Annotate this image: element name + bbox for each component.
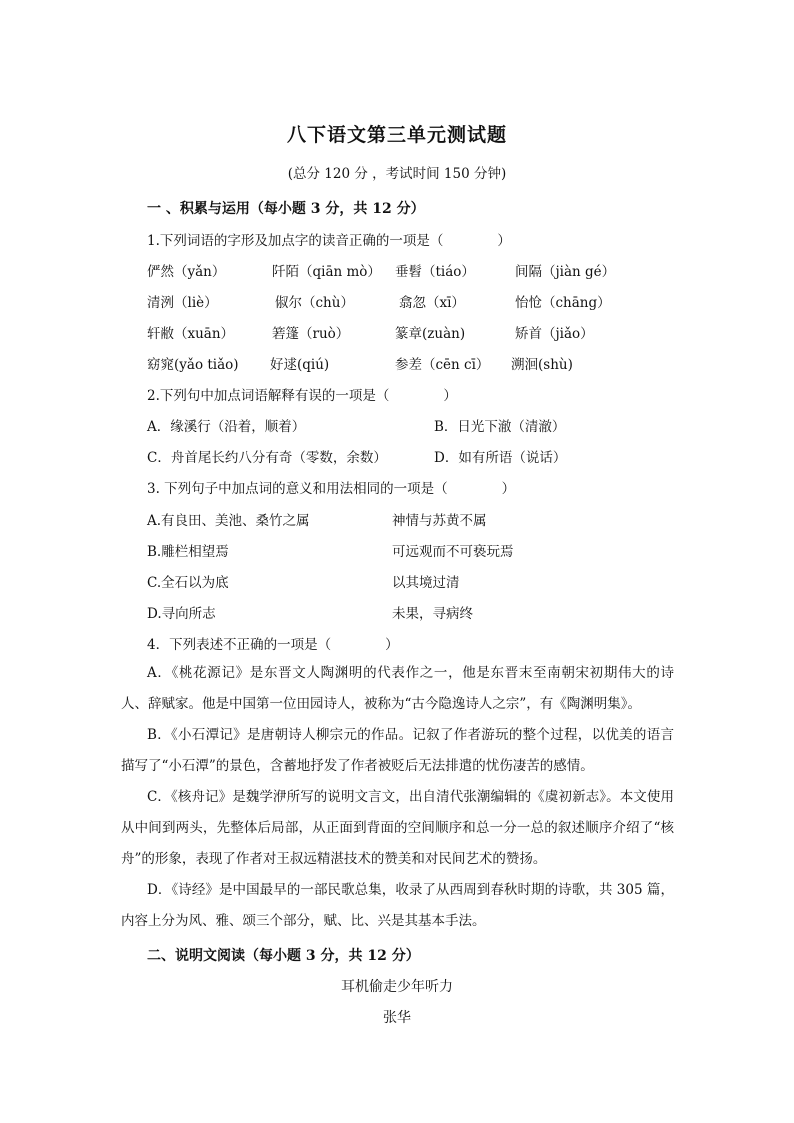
q1-item: 间隔（jiàn gé） bbox=[515, 264, 616, 280]
page-title: 八下语文第三单元测试题 bbox=[286, 124, 507, 146]
q1-item: 溯洄(shù) bbox=[511, 357, 573, 373]
q1-item: 好逑(qiú) bbox=[270, 357, 330, 373]
article-author: 张华 bbox=[383, 1010, 411, 1026]
section-heading-1: 一 、积累与运用（每小题 3 分，共 12 分） bbox=[147, 201, 425, 217]
q3-option-left: D.寻向所志 bbox=[147, 606, 216, 622]
q2-option-a: A．缘溪行（沿着，顺着） bbox=[147, 419, 306, 435]
q1-item: 窈窕(yǎo tiǎo) bbox=[147, 357, 239, 373]
q1-item: 怡怆（chāng） bbox=[515, 295, 611, 311]
question-3-stem: 3. 下列句子中加点词的意义和用法相同的一项是（ ） bbox=[147, 481, 516, 497]
q1-item: 参差（cēn cī） bbox=[395, 357, 490, 373]
q1-item: 箬篷（ruò） bbox=[272, 326, 350, 342]
q3-option-right: 以其境过清 bbox=[392, 575, 460, 591]
q2-option-d: D．如有所语（说话） bbox=[434, 450, 567, 466]
q1-item: 矫首（jiǎo） bbox=[515, 326, 594, 342]
q4-option-a: A．《桃花源记》是东晋文人陶渊明的代表作之一，他是东晋末至南朝宋初期伟大的诗人、辞赋家。他是中国第一位田园诗人，被称为“古今隐逸诗人之宗”，有《陶渊明集》。 bbox=[121, 665, 674, 712]
q1-item: 翕忽（xī） bbox=[399, 295, 465, 311]
q3-option-left: B.雕栏相望焉 bbox=[147, 544, 229, 560]
q3-option-right: 神情与苏黄不属 bbox=[392, 513, 487, 529]
q1-item: 阡陌（qiān mò） bbox=[272, 264, 381, 280]
question-2-stem: 2.下列句中加点词语解释有误的一项是（ ） bbox=[147, 388, 457, 404]
q4-option-b: B．《小石潭记》是唐朝诗人柳宗元的作品。记叙了作者游玩的整个过程，以优美的语言描写了“小石潭”的景色，含蓄地抒发了作者被贬后无法排遣的忧伤凄苦的感情。 bbox=[121, 727, 674, 774]
q4-option-d: D．《诗经》是中国最早的一部民歌总集，收录了从西周到春秋时期的诗歌，共 305 篇，内容上分为风、雅、颂三个部分，赋、比、兴是其基本手法。 bbox=[121, 882, 674, 929]
q2-option-c: C．舟首尾长约八分有奇（零数，余数） bbox=[147, 450, 387, 466]
q2-option-b: B．日光下澈（清澈） bbox=[434, 419, 566, 435]
q1-item: 轩敝（xuān） bbox=[147, 326, 235, 342]
q4-option-c: C．《核舟记》是魏学洢所写的说明文言文，出自清代张潮编辑的《虞初新志》。本文使用从中间到两头，先整体后局部，从正面到背面的空间顺序和总一分一总的叙述顺序介绍了“核舟”的形象，表现了作者对王叔远精湛技术的赞美和对民间艺术的赞扬。 bbox=[121, 789, 674, 867]
exam-info: (总分 120 分 ，考试时间 150 分钟) bbox=[287, 166, 507, 182]
q3-option-left: A.有良田、美池、桑竹之属 bbox=[147, 513, 310, 529]
q1-item: 俨然（yǎn） bbox=[147, 264, 226, 280]
q3-option-right: 可远观而不可亵玩焉 bbox=[392, 544, 514, 560]
q1-item: 垂髫（tiáo） bbox=[395, 264, 475, 280]
q3-option-left: C.全石以为底 bbox=[147, 575, 229, 591]
q1-item: 清洌（liè） bbox=[147, 295, 218, 311]
q1-item: 篆章(zuàn) bbox=[395, 326, 466, 342]
article-title: 耳机偷走少年听力 bbox=[341, 979, 453, 995]
q1-item: 俶尔（chù） bbox=[275, 295, 354, 311]
question-1-stem: 1.下列词语的字形及加点字的读音正确的一项是（ ） bbox=[147, 233, 511, 249]
q3-option-right: 未果，寻病终 bbox=[392, 606, 473, 622]
question-4-stem: 4．下列表述不正确的一项是（ ） bbox=[147, 637, 399, 653]
section-heading-2: 二、说明文阅读（每小题 3 分，共 12 分） bbox=[147, 948, 420, 964]
